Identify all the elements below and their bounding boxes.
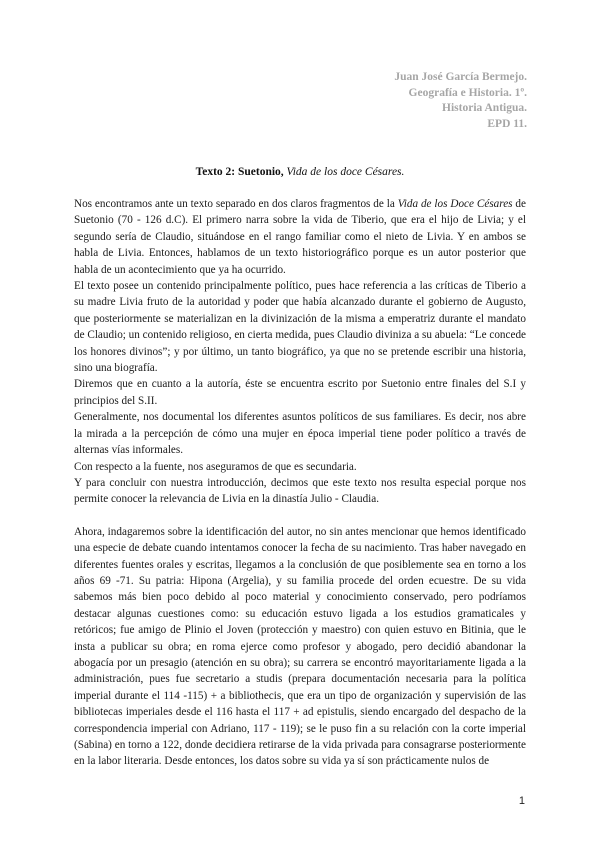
paragraph-7: Ahora, indagaremos sobre la identificación del autor, no sin antes mencionar que hemos identificado una especie de debate cuando intentamos conocer la fecha de su nacimiento. Tras haber navegado en diferentes fuentes orales y escritas, llegamos a la conclusión de que posiblemente sea en torno a los años 69 -71. Su patria: Hipona (Argelia), y su familia procede del orden ecuestre. De su vida sabemos más bien poco debido al poco material y conocimiento conservado, pero podríamos destacar algunas cuestiones como: su educación estuvo ligada a los estudios gramaticales y retóricos; fue amigo de Plinio el Joven (protección y maestro) con quien estuvo en Bitinia, que le insta a publicar su obra; en roma ejerce como profesor y abogado, pero decidió abandonar la abogacía por un presagio (atención en su obra); su carrera se encontró mayoritariamente ligada a la administración, pues fue secretario a studis (prepara documentación necesaria para la política imperial durante el 114 -115) + a bibliothecis, que era un tipo de organización y supervisión de las bibliotecas imperiales desde el 116 hasta el 117 + ad epistulis, siendo encargado del despacho de la correspondencia imperial con Adriano, 117 - 119); se le puso fin a su relación con la corte imperial (Sabina) en torno a 122, donde decidiera retirarse de la vida privada para consagrarse posteriormente en la labor literaria. Desde entonces, los datos sobre su vida ya sí son prácticamente nulos de: [74, 525, 526, 768]
paragraph-4: Generalmente, nos documental los diferentes asuntos políticos de sus familiares. Es decir, nos abre la mirada a la percepción de cómo una mujer en época imperial tiene poder político a través de alternas vías informales.: [74, 411, 526, 457]
paragraph-1-italic: Vida de los Doce Césares: [397, 198, 513, 210]
paragraph-5: Con respecto a la fuente, nos aseguramos de que es secundaria.: [74, 460, 357, 473]
document-body: [74, 196, 526, 770]
paragraph-1-text-b: de Suetonio (70 - 126 d.C). El primero narra sobre la vida de Tiberio, que era el hijo de Livia; y el segundo sería de Claudio, situándose en el rango familiar como el nieto de Livia. Y en ambos se habla de Livia. Entonces, hablamos de un texto historiográfico porque es un autor posterior que habla de un acontecimiento que ya ha ocurrido.: [74, 198, 526, 276]
paragraph-6: Y para concluir con nuestra introducción, decimos que este texto nos resulta especial porque nos permite conocer la relevancia de Livia en la dinastía Julio - Claudia.: [74, 476, 526, 506]
header-author: Juan José García Bermejo.: [394, 71, 527, 83]
header-degree: Geografía e Historia. 1º.: [408, 86, 527, 99]
paragraph-2: El texto posee un contenido principalmente político, pues hace referencia a las críticas de Tiberio a su madre Livia fruto de la autoridad y poder que había alcanzado durante el gobierno de Augusto, que posteriormente se materializan en la divinización de la misma a emperatriz durante el mandato de Claudio; un contenido religioso, en cierta medida, pues Claudio diviniza a su abuela: “Le concede los honores divinos”; y por último, un tanto biográfico, ya que no se pretende escribir una historia, sino una biografía.: [74, 280, 527, 375]
header-subject: Historia Antigua.: [442, 102, 527, 114]
page-number: 1: [518, 795, 525, 807]
paragraph-1: [74, 196, 526, 278]
title-bold: Texto 2: Suetonio,: [195, 166, 284, 178]
title-italic: Vida de los doce Césares.: [286, 166, 405, 178]
paragraph-3: Diremos que en cuanto a la autoría, éste se encuentra escrito por Suetonio entre finales del S.I y principios del S.II.: [74, 378, 526, 407]
paragraph-1-text-a: Nos encontramos ante un texto separado en dos claros fragmentos de la: [74, 198, 398, 210]
document-title: [0, 166, 600, 178]
header-epd: EPD 11.: [487, 117, 527, 130]
document-header: [394, 70, 527, 132]
